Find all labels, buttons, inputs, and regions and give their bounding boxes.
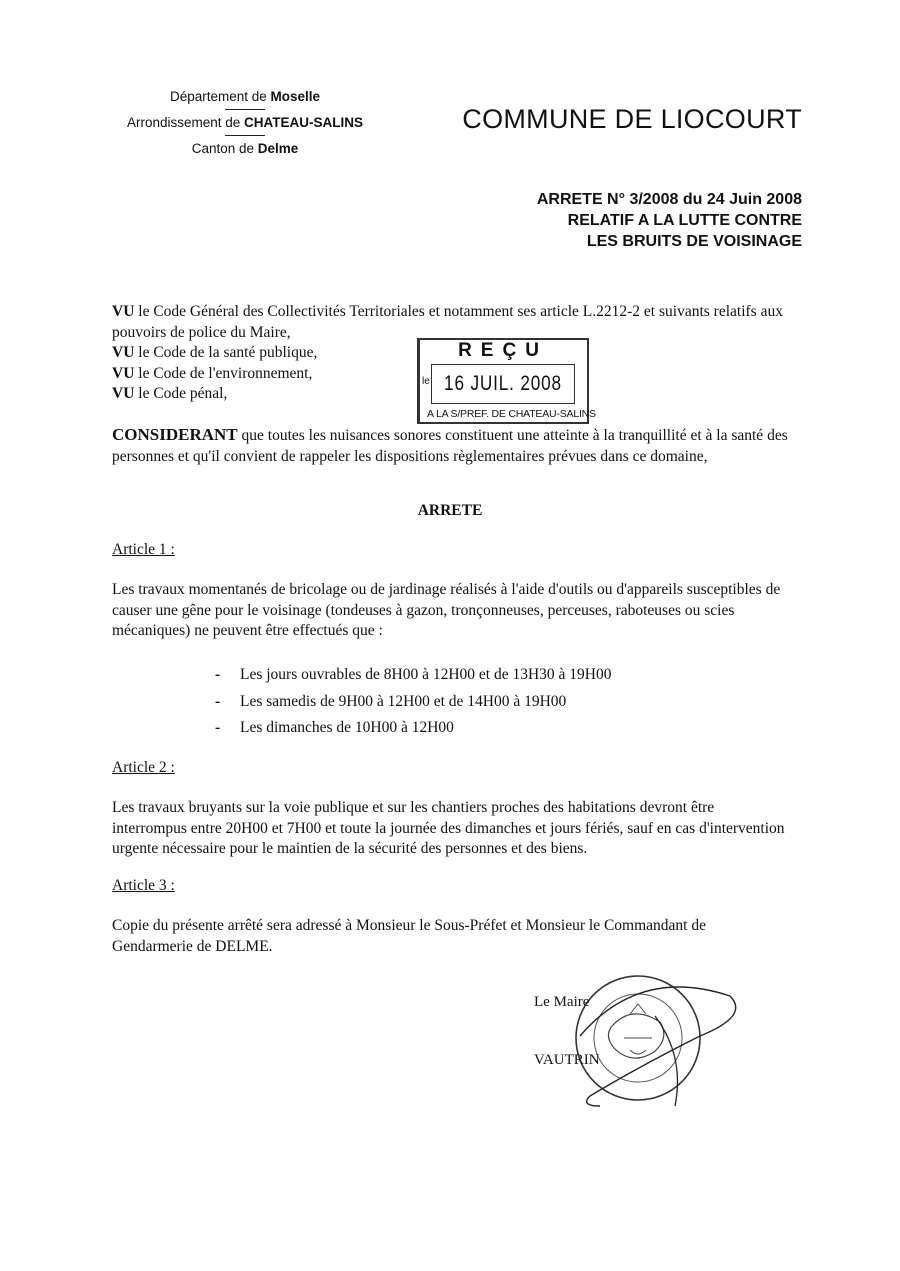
list-item: - Les jours ouvrables de 8H00 à 12H00 et de 13H30 à 19H00 (212, 662, 612, 689)
visa-text: le Code de la santé publique, (134, 344, 318, 362)
article2-text: Les travaux bruyants sur la voie publique et sur les chantiers proches des habitations devront être interrompus entre 20H00 et 7H00 et toute la journée des dimanches et jours fériés, sauf en cas d'intervention urgente nécessaire pour le maintien de la sécurité des personnes et des biens. (112, 799, 785, 858)
separator-dash (225, 109, 265, 110)
list-item: - Les samedis de 9H00 à 12H00 et de 14H00 à 19H00 (212, 689, 612, 716)
article1-schedule-list (212, 662, 612, 742)
departement-line (100, 88, 390, 106)
signature-label: Le Maire (534, 994, 590, 1010)
vu-word: VU (112, 385, 135, 403)
administrative-header (100, 88, 390, 159)
seal-emblem (608, 1014, 663, 1058)
canton-name: Delme (257, 141, 299, 157)
stamp-prefecture: A LA S/PREF. DE CHATEAU-SALINS (427, 408, 596, 420)
visa-text: le Code de l'environnement, (134, 364, 313, 382)
vu-word: VU (112, 303, 135, 320)
arrondissement-line (100, 114, 390, 132)
considerant-paragraph (112, 424, 790, 467)
article3-heading: Article 3 : (112, 877, 175, 894)
article1-text: Les travaux momentanés de bricolage ou de jardinage réalisés à l'aide d'outils ou d'appareils susceptibles de causer une gêne pour le voisinage (tondeuses à gazon, tronçonneuses, perceuses, raboteuses ou scies mécaniques) ne peuvent être effectués que : (112, 581, 781, 640)
mayor-seal (560, 966, 750, 1116)
stamp-recu: REÇU (458, 340, 548, 361)
commune-title: COMMUNE DE LIOCOURT (462, 104, 802, 134)
visa-text: le Code pénal, (134, 385, 228, 403)
signature-name: VAUTRIN (534, 1052, 600, 1068)
arrete-number: ARRETE N° 3/2008 du 24 Juin 2008 (536, 191, 802, 208)
stamp-side-mark: le (422, 376, 430, 387)
article3-text: Copie du présente arrêté sera adressé à Monsieur le Sous-Préfet et Monsieur le Commandant de Gendarmerie de DELME. (112, 917, 706, 955)
received-stamp (417, 338, 596, 424)
seal-emblem-detail (624, 1004, 652, 1054)
list-item: - Les dimanches de 10H00 à 12H00 (212, 715, 612, 742)
vu-word: VU (112, 364, 135, 382)
article1-heading: Article 1 : (112, 541, 175, 558)
considerant-text: que toutes les nuisances sonores constituent une atteinte à la tranquillité et à la santé des personnes et qu'il convient de rappeler les dispositions règlementaires prévues dans ce domaine, (112, 427, 788, 465)
visa-text: le Code Général des Collectivités Territoriales et notamment ses article L.2212-2 et suivants relatifs aux pouvoirs de police du Maire, (112, 303, 783, 341)
departement-prefix: Département de (169, 89, 271, 104)
stamp-date: 16 JUIL. 2008 (444, 372, 562, 395)
arrete-subject-line2: LES BRUITS DE VOISINAGE (586, 232, 802, 250)
arrete-title (537, 190, 802, 252)
canton-line (100, 140, 390, 158)
arrete-heading: ARRETE (417, 502, 483, 519)
considerant-word: CONSIDERANT (112, 425, 238, 444)
vu-word: VU (112, 344, 135, 362)
arrete-subject-line1: RELATIF A LA LUTTE CONTRE (567, 211, 802, 229)
arrondissement-prefix: Arrondissement de (126, 115, 245, 131)
article2-heading: Article 2 : (112, 759, 175, 776)
departement-name: Moselle (270, 89, 321, 104)
signature-stroke (580, 987, 736, 1106)
separator-dash (225, 135, 265, 136)
canton-prefix: Canton de (191, 141, 258, 157)
arrondissement-name: CHATEAU-SALINS (244, 115, 364, 131)
